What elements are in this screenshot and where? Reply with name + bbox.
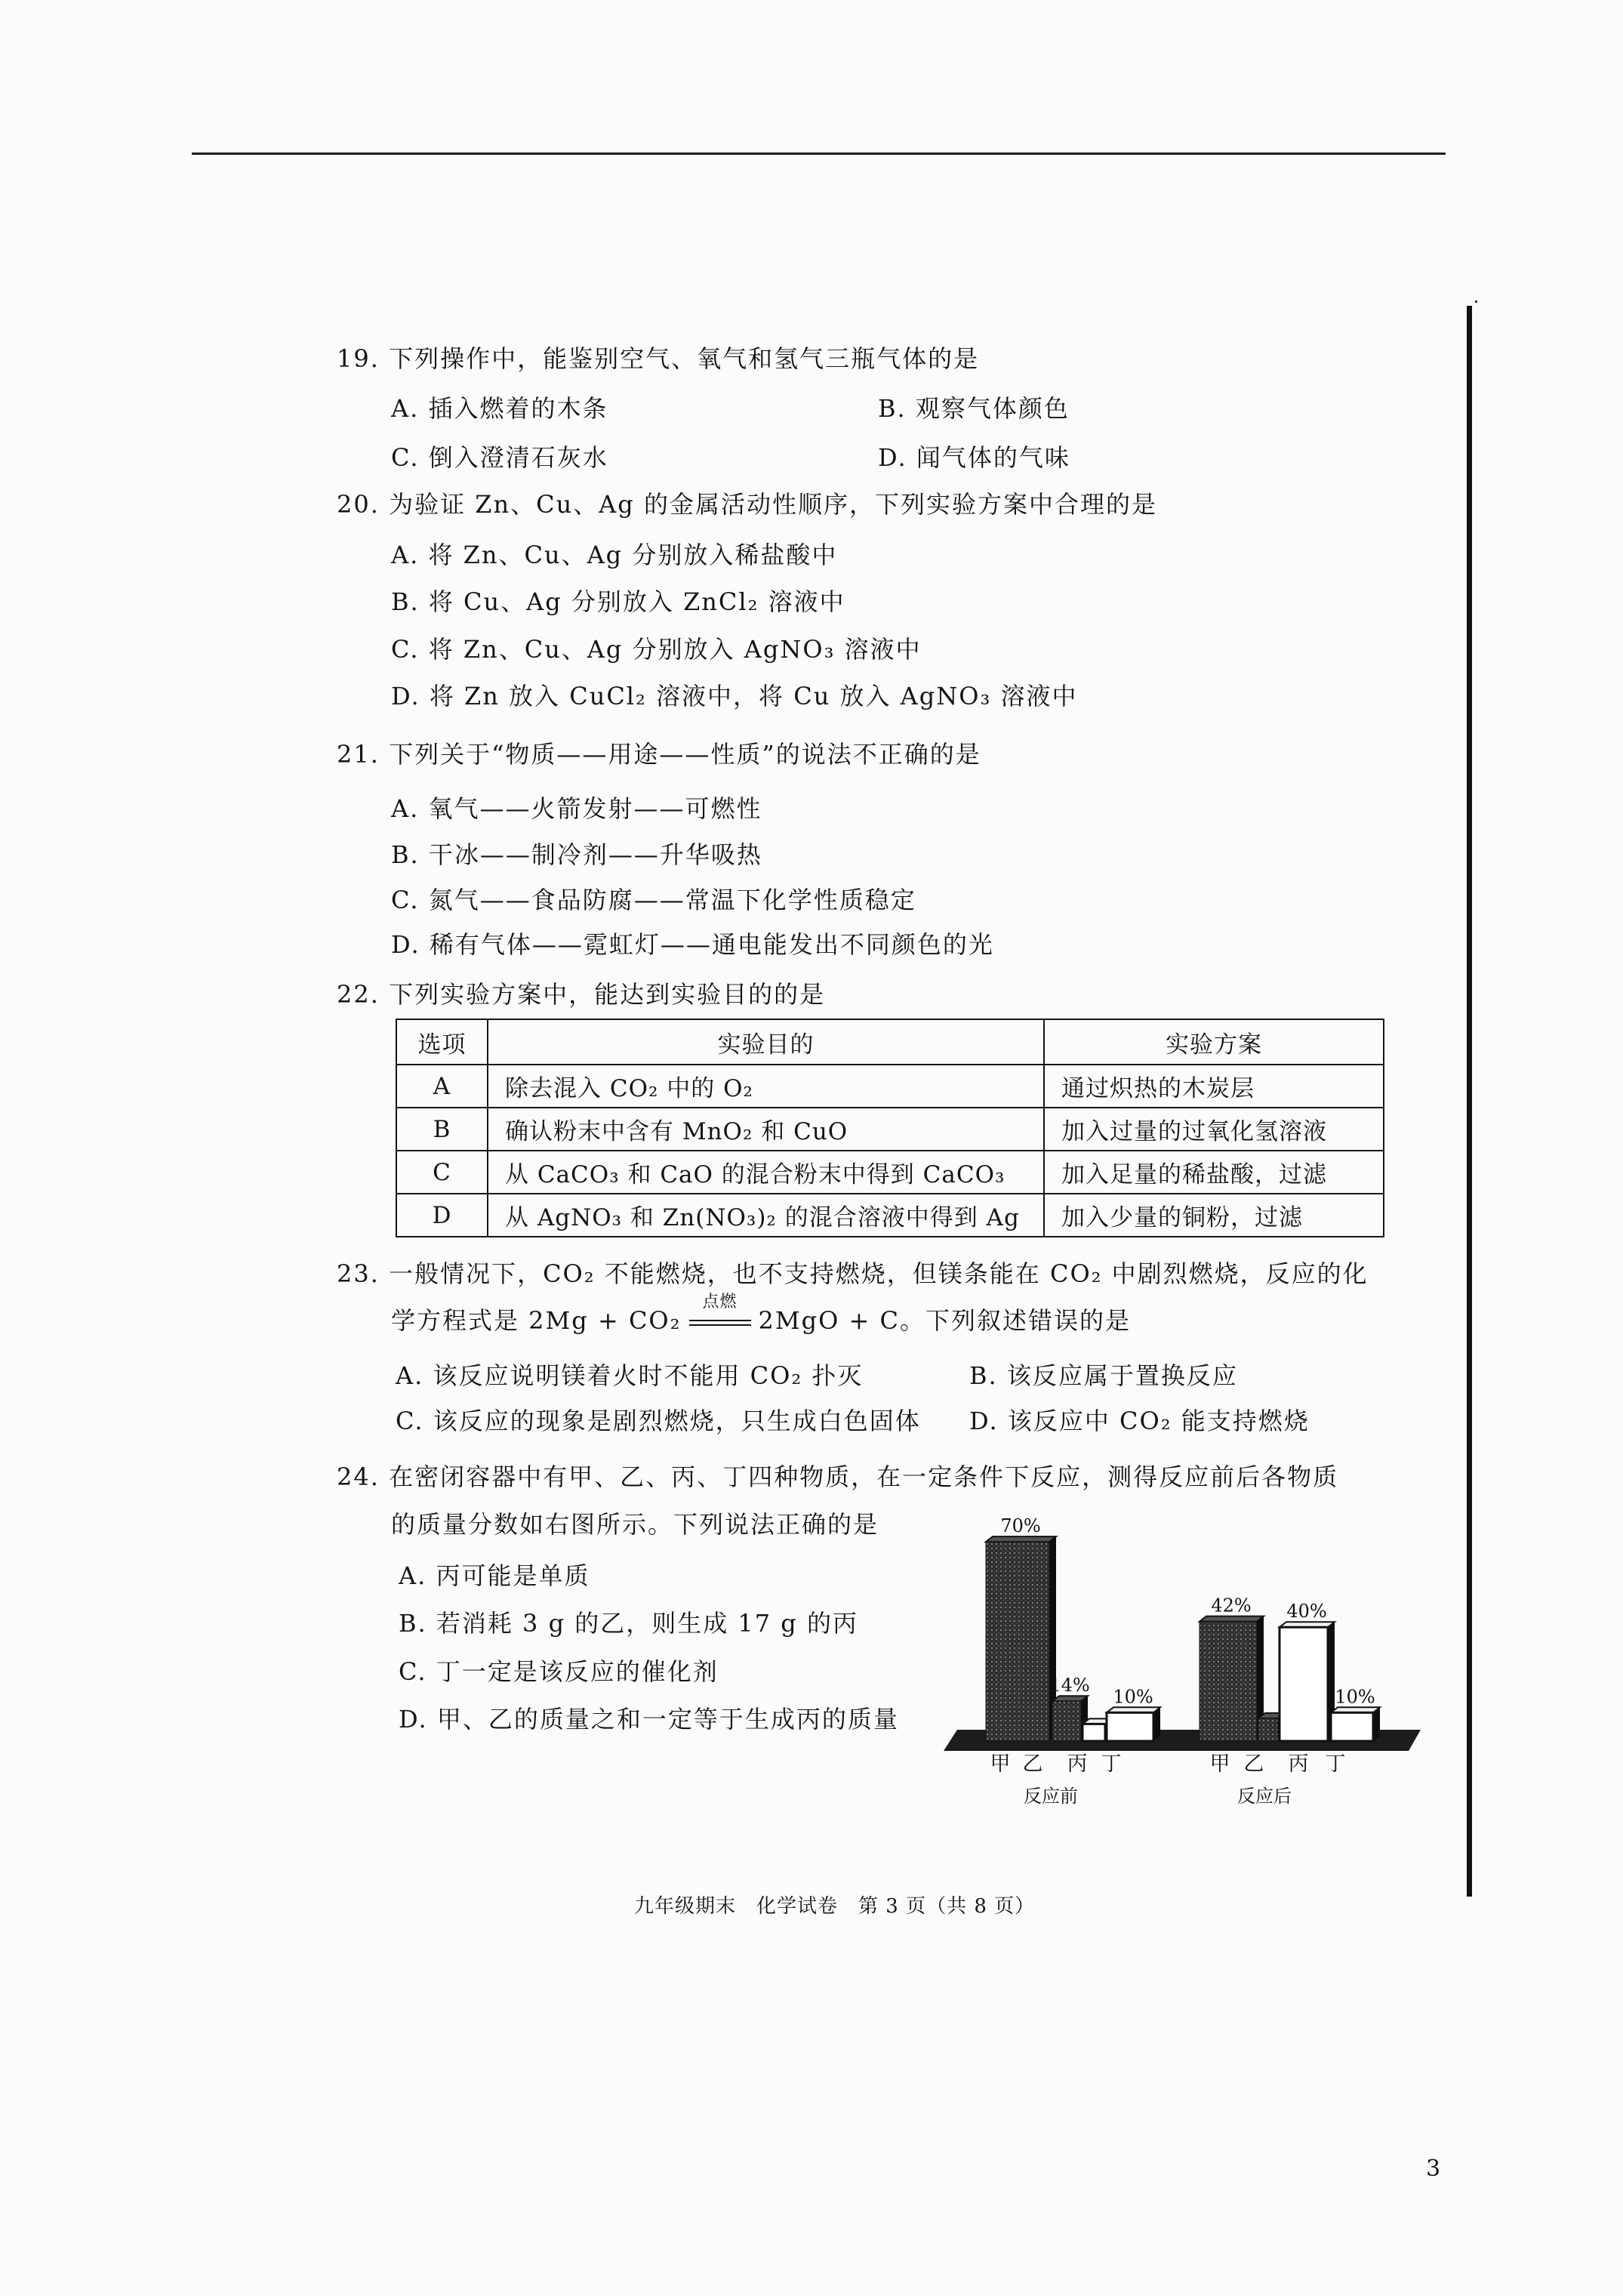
category-label-series-1-cat-2: 乙 xyxy=(1022,1752,1043,1776)
question-20-option-c: C. 将 Zn、Cu、Ag 分别放入 AgNO₃ 溶液中 xyxy=(391,635,922,664)
table-header-option: 选项 xyxy=(396,1019,488,1065)
question-19-option-c: C. 倒入澄清石灰水 xyxy=(391,443,608,472)
question-23-option-c: C. 该反应的现象是剧烈燃烧，只生成白色固体 xyxy=(396,1407,921,1435)
question-24-stem-line-1: 24. 在密闭容器中有甲、乙、丙、丁四种物质，在一定条件下反应，测得反应前后各物质 xyxy=(337,1462,1339,1491)
bar-series-2-cat-3 xyxy=(1280,1627,1328,1741)
category-label-series-1-cat-3: 丙 xyxy=(1067,1752,1088,1776)
table-cell-option: A xyxy=(396,1065,488,1108)
question-21-option-c: C. 氮气——食品防腐——常温下化学性质稳定 xyxy=(391,886,916,914)
binding-margin-line xyxy=(1467,306,1472,1897)
question-19-option-b: B. 观察气体颜色 xyxy=(878,394,1070,423)
question-23-option-b: B. 该反应属于置换反应 xyxy=(969,1361,1238,1390)
bar-series-1-cat-4 xyxy=(1107,1712,1153,1741)
header-rule xyxy=(192,153,1446,155)
table-row xyxy=(396,1108,1384,1151)
table-header-row xyxy=(396,1019,1384,1065)
data-label-series-1-cat-4: 10% xyxy=(1113,1686,1153,1708)
table-header-plan: 实验方案 xyxy=(1044,1019,1384,1065)
category-label-series-2-cat-4: 丁 xyxy=(1325,1752,1346,1776)
question-20-option-b: B. 将 Cu、Ag 分别放入 ZnCl₂ 溶液中 xyxy=(391,587,845,616)
question-24-option-c: C. 丁一定是该反应的催化剂 xyxy=(399,1657,719,1686)
category-label-series-2-cat-3: 丙 xyxy=(1288,1752,1309,1776)
question-23-option-a: A. 该反应说明镁着火时不能用 CO₂ 扑灭 xyxy=(396,1361,864,1390)
mass-fraction-bar-chart xyxy=(941,1506,1424,1816)
data-label-series-1-cat-2: 14% xyxy=(1049,1675,1090,1697)
table-cell-option: C xyxy=(396,1151,488,1194)
data-label-series-2-cat-3: 40% xyxy=(1286,1601,1327,1623)
page-number: 3 xyxy=(1426,2156,1441,2182)
question-19-option-d: D. 闻气体的气味 xyxy=(878,443,1070,472)
table-header-purpose: 实验目的 xyxy=(488,1019,1044,1065)
table-cell-purpose: 除去混入 CO₂ 中的 O₂ xyxy=(488,1065,1044,1108)
bar-series-2-cat-2 xyxy=(1258,1718,1278,1741)
group-label-series-2: 反应后 xyxy=(1237,1786,1292,1807)
equation-double-line xyxy=(689,1320,751,1326)
question-23-stem-line-2 xyxy=(391,1293,1131,1336)
category-label-series-2-cat-1: 甲 xyxy=(1209,1752,1230,1776)
bar-series-1-cat-2 xyxy=(1052,1701,1081,1741)
question-23-stem-line-1: 23. 一般情况下，CO₂ 不能燃烧，也不支持燃烧，但镁条能在 CO₂ 中剧烈燃烧，反应的化 xyxy=(337,1259,1369,1288)
question-22-stem: 22. 下列实验方案中，能达到实验目的的是 xyxy=(337,980,826,1009)
table-cell-plan: 通过炽热的木炭层 xyxy=(1044,1065,1384,1108)
question-24-option-a: A. 丙可能是单质 xyxy=(399,1561,590,1590)
category-label-series-1-cat-4: 丁 xyxy=(1101,1752,1122,1776)
table-row xyxy=(396,1151,1384,1194)
table-cell-plan: 加入少量的铜粉，过滤 xyxy=(1044,1194,1384,1237)
table-row xyxy=(396,1065,1384,1108)
table-row xyxy=(396,1194,1384,1237)
table-cell-purpose: 从 CaCO₃ 和 CaO 的混合粉末中得到 CaCO₃ xyxy=(488,1151,1044,1194)
category-label-series-1-cat-1: 甲 xyxy=(990,1752,1011,1776)
bar-series-2-cat-4 xyxy=(1331,1712,1373,1741)
data-label-series-2-cat-4: 10% xyxy=(1335,1686,1375,1708)
question-21-option-d: D. 稀有气体——霓虹灯——通电能发出不同颜色的光 xyxy=(391,930,994,959)
table-cell-purpose: 确认粉末中含有 MnO₂ 和 CuO xyxy=(488,1108,1044,1151)
table-cell-plan: 加入足量的稀盐酸，过滤 xyxy=(1044,1151,1384,1194)
question-24-stem-line-2: 的质量分数如右图所示。下列说法正确的是 xyxy=(391,1510,879,1539)
question-24-option-b: B. 若消耗 3 g 的乙，则生成 17 g 的丙 xyxy=(399,1609,858,1638)
question-20-option-a: A. 将 Zn、Cu、Ag 分别放入稀盐酸中 xyxy=(391,541,838,569)
question-20-option-d: D. 将 Zn 放入 CuCl₂ 溶液中，将 Cu 放入 AgNO₃ 溶液中 xyxy=(391,682,1078,710)
question-19-stem: 19. 下列操作中，能鉴别空气、氧气和氢气三瓶气体的是 xyxy=(337,344,980,373)
data-label-series-2-cat-1: 42% xyxy=(1211,1595,1252,1616)
question-21-stem: 21. 下列关于“物质——用途——性质”的说法不正确的是 xyxy=(337,740,981,769)
data-label-series-1-cat-1: 70% xyxy=(1000,1515,1041,1537)
condition-label: 点燃 xyxy=(702,1293,738,1311)
experiment-table xyxy=(396,1019,1384,1237)
equation-products-and-question: 2MgO + C。下列叙述错误的是 xyxy=(758,1306,1131,1335)
group-label-series-1: 反应前 xyxy=(1024,1786,1078,1807)
category-label-series-2-cat-2: 乙 xyxy=(1243,1752,1264,1776)
question-24-option-d: D. 甲、乙的质量之和一定等于生成丙的质量 xyxy=(399,1705,899,1734)
question-20-stem: 20. 为验证 Zn、Cu、Ag 的金属活动性顺序，下列实验方案中合理的是 xyxy=(337,490,1157,519)
question-21-option-b: B. 干冰——制冷剂——升华吸热 xyxy=(391,840,762,869)
bar-series-1-cat-1 xyxy=(986,1542,1049,1741)
scan-mark xyxy=(1475,300,1477,303)
bar-series-2-cat-1 xyxy=(1200,1622,1257,1741)
bar-top-face-series-2-cat-1 xyxy=(1200,1616,1264,1622)
table-cell-purpose: 从 AgNO₃ 和 Zn(NO₃)₂ 的混合溶液中得到 Ag xyxy=(488,1194,1044,1237)
table-cell-plan: 加入过量的过氧化氢溶液 xyxy=(1044,1108,1384,1151)
reaction-condition xyxy=(688,1293,753,1336)
question-23-option-d: D. 该反应中 CO₂ 能支持燃烧 xyxy=(969,1407,1310,1435)
question-19-option-a: A. 插入燃着的木条 xyxy=(391,394,608,423)
page-footer: 九年级期末 化学试卷 第 3 页（共 8 页） xyxy=(634,1895,1036,1918)
question-21-option-a: A. 氧气——火箭发射——可燃性 xyxy=(391,794,762,823)
bar-top-face-series-1-cat-1 xyxy=(986,1536,1056,1542)
table-cell-option: D xyxy=(396,1194,488,1237)
table-cell-option: B xyxy=(396,1108,488,1151)
equation-reactants: 学方程式是 2Mg + CO₂ xyxy=(391,1306,682,1335)
bar-series-1-cat-3 xyxy=(1083,1724,1105,1741)
